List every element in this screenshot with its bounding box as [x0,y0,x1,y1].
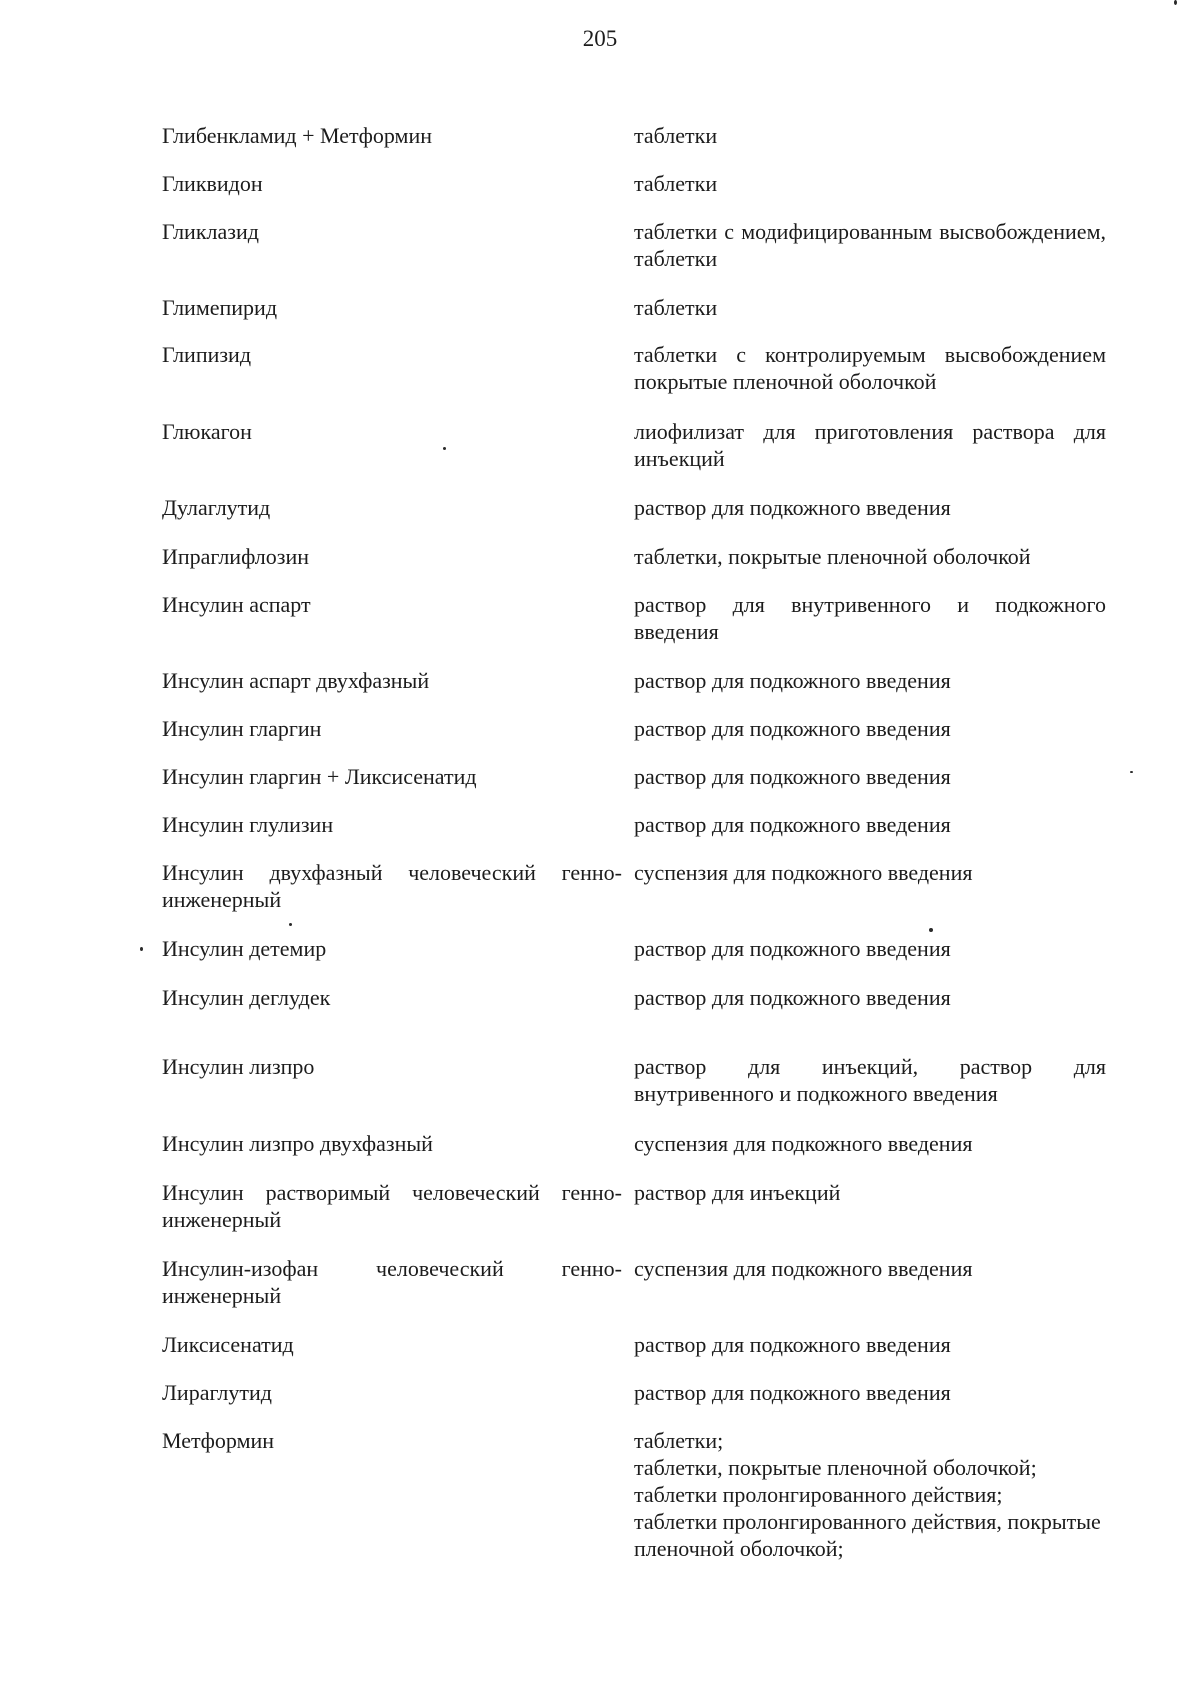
drug-name: Глипизид [162,342,252,367]
drug-name: Инсулин растворимый человеческий генно-инженерный [162,1180,622,1232]
drug-name: Дулаглутид [162,495,271,520]
drug-name: Инсулин аспарт [162,592,311,617]
drug-name: Гликвидон [162,171,263,196]
dosage-form: суспензия для подкожного введения [634,860,973,885]
drug-name: Инсулин лизпро [162,1054,315,1079]
dosage-form: таблетки, покрытые пленочной оболочкой [634,544,1031,569]
dosage-form: раствор для подкожного введения [634,716,951,741]
dosage-form: раствор для подкожного введения [634,764,951,789]
dosage-form: суспензия для подкожного введения [634,1256,973,1281]
dosage-form: таблетки [634,295,718,320]
dosage-form: раствор для инъекций, раствор для внутривенного и подкожного введения [634,1054,1106,1106]
drug-name: Ипраглифлозин [162,544,310,569]
dosage-form: раствор для подкожного введения [634,985,951,1010]
drug-name: Ликсисенатид [162,1332,294,1357]
drug-name: Инсулин детемир [162,936,327,961]
drug-name: Инсулин деглудек [162,985,331,1010]
dosage-form: раствор для подкожного введения [634,1332,951,1357]
dosage-form: раствор для подкожного введения [634,812,951,837]
page-number: 205 [582,26,618,51]
dosage-form: таблетки; таблетки, покрытые пленочной оболочкой; таблетки пролонгированного действия; таблетки пролонгированного действия, покрытые пленочной оболочкой; [634,1428,1101,1561]
scan-speck [1174,0,1177,5]
drug-name: Глимепирид [162,295,278,320]
dosage-form: раствор для подкожного введения [634,495,951,520]
drug-name: Инсулин гларгин [162,716,322,741]
dosage-form: раствор для внутривенного и подкожного введения [634,592,1106,644]
drug-name: Инсулин аспарт двухфазный [162,668,430,693]
scan-speck [443,447,446,450]
dosage-form: таблетки [634,123,718,148]
dosage-form: таблетки с контролируемым высвобождением покрытые пленочной оболочкой [634,342,1106,394]
drug-name: Инсулин лизпро двухфазный [162,1131,433,1156]
scan-speck [289,923,292,926]
drug-name: Инсулин глулизин [162,812,334,837]
drug-name: Метформин [162,1428,275,1453]
dosage-form: лиофилизат для приготовления раствора для инъекций [634,419,1106,471]
dosage-form: раствор для инъекций [634,1180,841,1205]
drug-name: Инсулин гларгин + Ликсисенатид [162,764,477,789]
scan-speck [1130,771,1133,773]
dosage-form: таблетки [634,171,718,196]
scan-speck [929,928,933,932]
dosage-form: раствор для подкожного введения [634,1380,951,1405]
drug-name: Глибенкламид + Метформин [162,123,433,148]
drug-name: Инсулин-изофан человеческий генно-инженерный [162,1256,622,1308]
dosage-form: суспензия для подкожного введения [634,1131,973,1156]
scan-speck [140,947,143,951]
drug-name: Инсулин двухфазный человеческий генно-инженерный [162,860,622,912]
dosage-form: раствор для подкожного введения [634,936,951,961]
dosage-form: таблетки с модифицированным высвобождением, таблетки [634,219,1106,271]
drug-name: Гликлазид [162,219,259,244]
drug-name: Лираглутид [162,1380,272,1405]
drug-name: Глюкагон [162,419,252,444]
dosage-form: раствор для подкожного введения [634,668,951,693]
